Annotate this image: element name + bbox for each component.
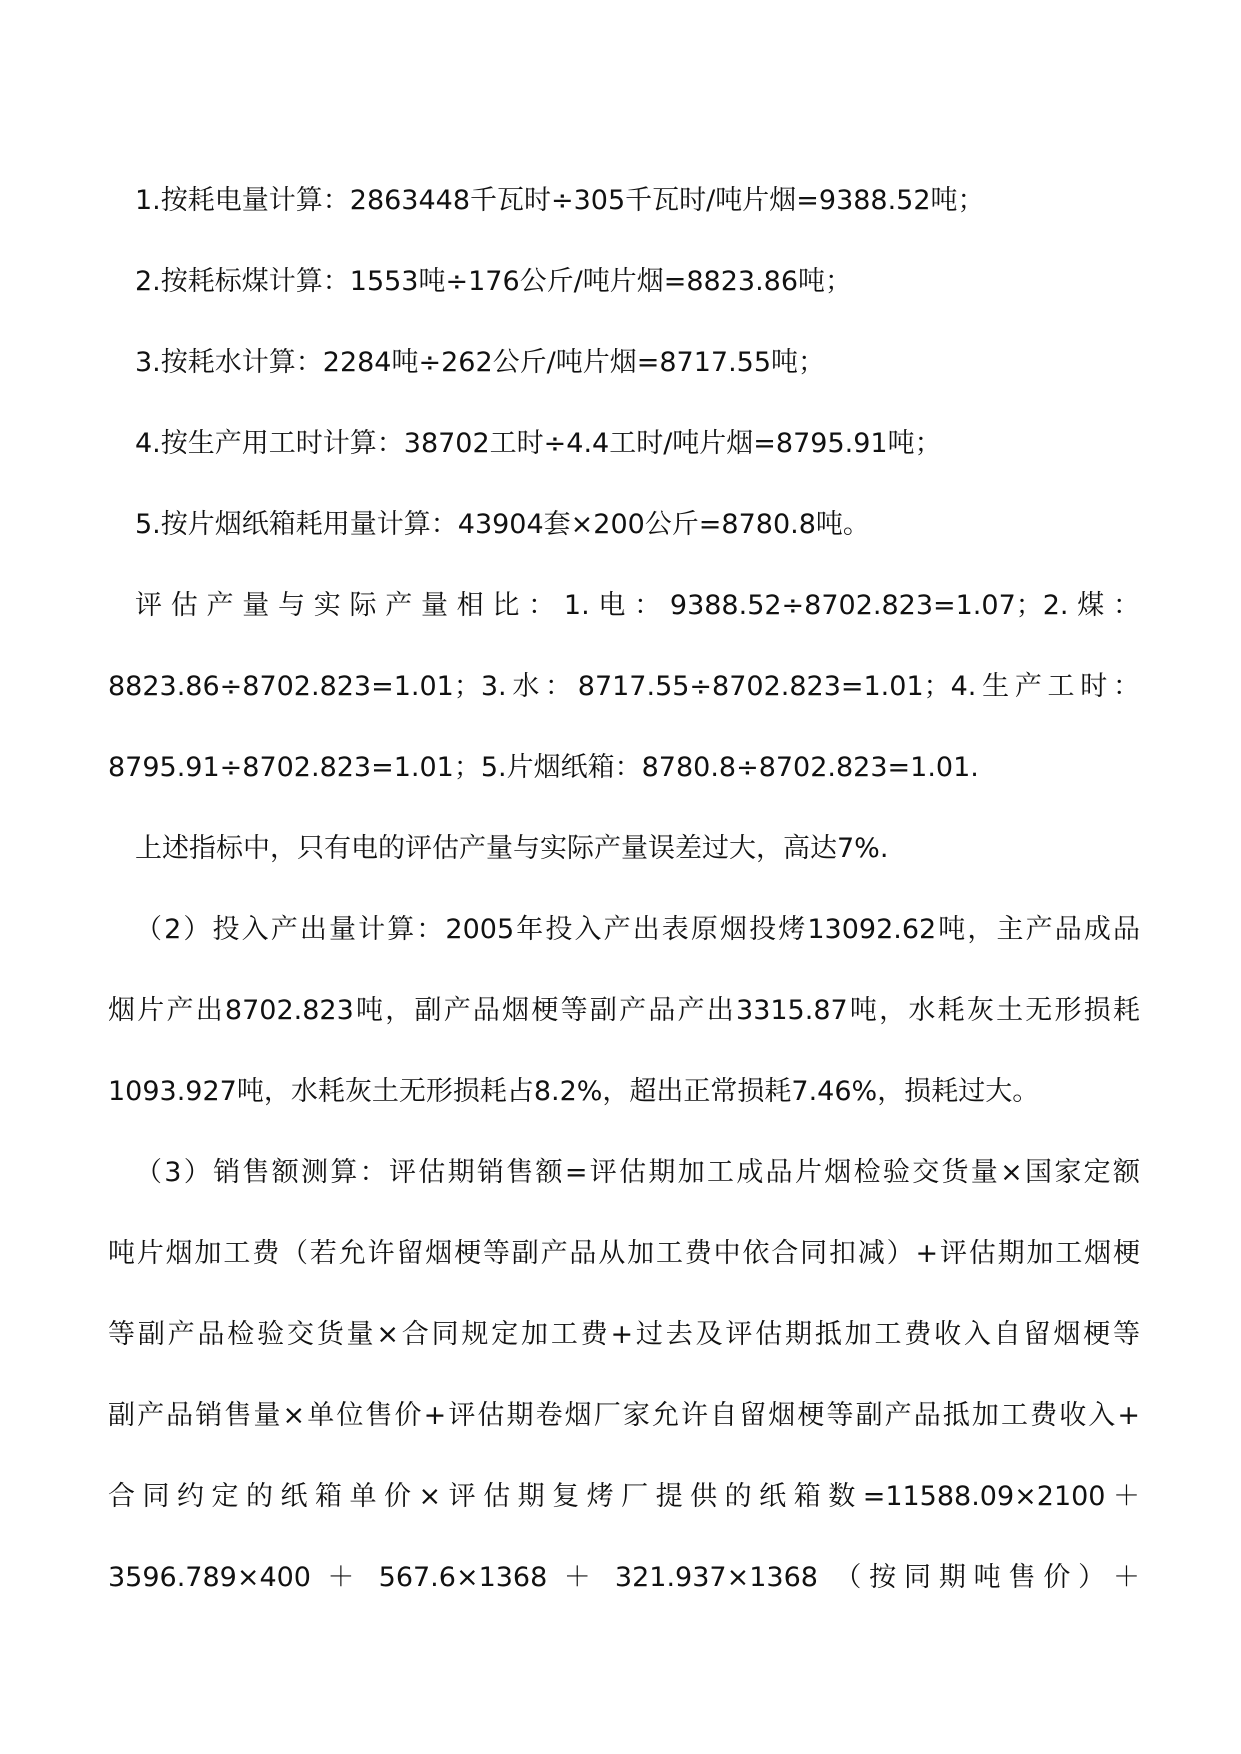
document-body [108,160,1140,1618]
text-line: 1093.927吨，水耗灰土无形损耗占8.2%，超出正常损耗7.46%，损耗过大。 [108,1076,1040,1107]
list-item: 1.按耗电量计算：2863448千瓦时÷305千瓦时/吨片烟=9388.52吨； [135,185,985,216]
text-line: 8823.86÷8702.823=1.01；3.水：8717.55÷8702.823=1.01；4.生产工时： [108,671,1140,702]
text-line: 吨片烟加工费（若允许留烟梗等副产品从加工费中依合同扣减）+评估期加工烟梗 [108,1238,1140,1269]
list-item: 4.按生产用工时计算：38702工时÷4.4工时/吨片烟=8795.91吨； [135,428,942,459]
text-line: 等副产品检验交货量×合同规定加工费+过去及评估期抵加工费收入自留烟梗等 [108,1319,1140,1350]
conclusion-paragraph: 上述指标中，只有电的评估产量与实际产量误差过大，高达7%. [135,833,889,864]
text-line: 8795.91÷8702.823=1.01；5.片烟纸箱：8780.8÷8702.823=1.01. [108,752,979,783]
text-line: 副产品销售量×单位售价+评估期卷烟厂家允许自留烟梗等副产品抵加工费收入+ [108,1400,1140,1431]
text-line: （3）销售额测算：评估期销售额=评估期加工成品片烟检验交货量×国家定额 [135,1157,1140,1188]
text-line: 烟片产出8702.823吨，副产品烟梗等副产品产出3315.87吨，水耗灰土无形损耗 [108,995,1140,1026]
list-item: 3.按耗水计算：2284吨÷262公斤/吨片烟=8717.55吨； [135,347,826,378]
list-item: 2.按耗标煤计算：1553吨÷176公斤/吨片烟=8823.86吨； [135,266,853,297]
sales-calc-paragraph [108,1132,1140,1618]
text-line: 评估产量与实际产量相比：1.电：9388.52÷8702.823=1.07；2.煤： [135,590,1140,621]
text-line: 合同约定的纸箱单价×评估期复烤厂提供的纸箱数=11588.09×2100＋ [108,1481,1140,1512]
io-calc-paragraph [108,889,1140,1132]
list-item: 5.按片烟纸箱耗用量计算：43904套×200公斤=8780.8吨。 [135,509,870,540]
text-line: （2）投入产出量计算：2005年投入产出表原烟投烤13092.62吨，主产品成品 [135,914,1140,945]
comparison-paragraph [108,565,1140,808]
text-line: 3596.789×400 ＋ 567.6×1368 ＋ 321.937×1368 （按同期吨售价）＋ [108,1562,1140,1593]
